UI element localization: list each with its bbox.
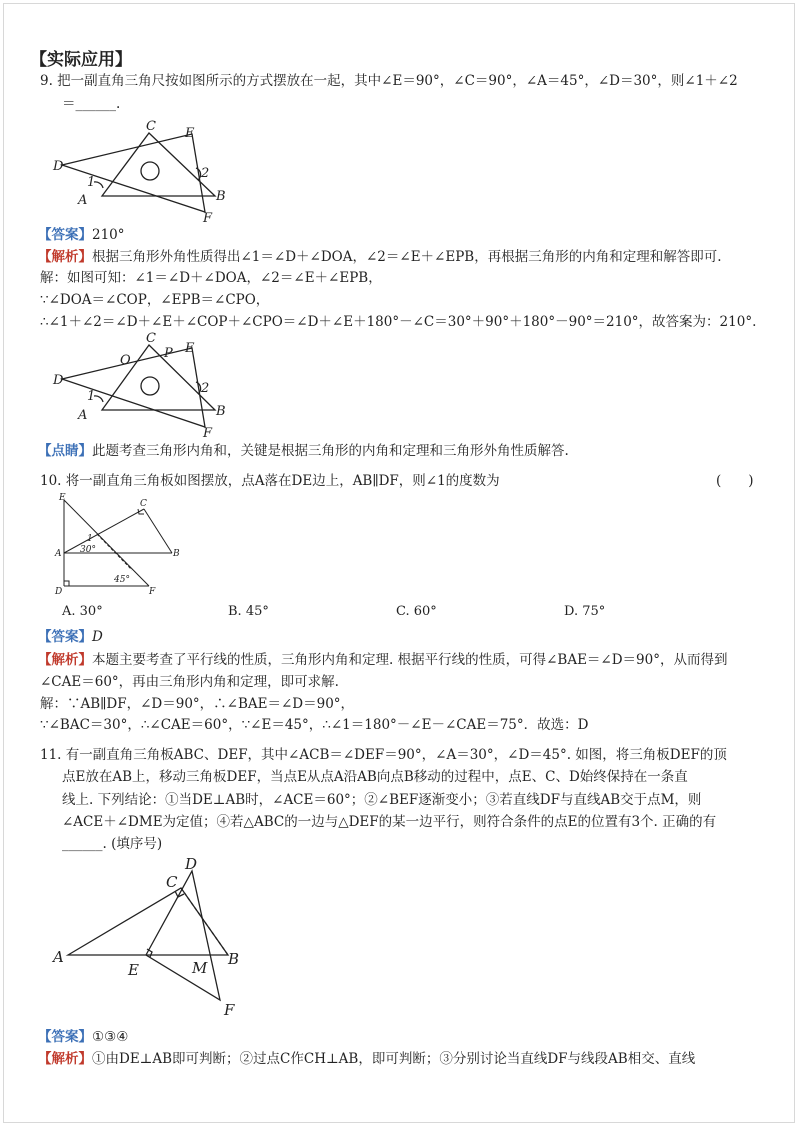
q10-solution-1: 解：∵AB∥DF，∠D＝90°，∴∠BAE＝∠D＝90°，	[40, 696, 355, 712]
q9-comment-tag: 【点睛】	[38, 443, 92, 459]
q11-label-M: M	[192, 959, 208, 977]
q11-analysis-tag: 【解析】	[38, 1051, 92, 1067]
label2-2: 2	[201, 381, 210, 396]
q11-label-D: D	[185, 855, 198, 873]
angle1-arc	[94, 182, 103, 188]
label-A: A	[78, 193, 88, 208]
option-c[interactable]: C. 60°	[396, 604, 437, 619]
q11-label-B: B	[228, 950, 240, 968]
q9-solution-3: ∴∠1＋∠2＝∠D＋∠E＋∠COP＋∠CPO＝∠D＋∠E＋180°－∠C＝30°＋90°＋180°－90°＝210°，故答案为：210°.	[40, 314, 757, 330]
right-angle-D	[64, 581, 69, 586]
q10-figure	[52, 492, 187, 598]
q11-label-F: F	[224, 1001, 235, 1019]
label2-F: F	[203, 426, 213, 441]
line-AC	[64, 509, 144, 553]
q10-label-A: A	[55, 549, 62, 559]
label-E: E	[185, 126, 195, 141]
q9-solution-1: 解：如图可知：∠1＝∠D＋∠DOA，∠2＝∠E＋∠EPB，	[40, 270, 382, 286]
label2-D: D	[53, 373, 64, 388]
label2-C: C	[146, 331, 156, 346]
option-b[interactable]: B. 45°	[228, 604, 269, 619]
q9-solution-2: ∵∠DOA＝∠COP，∠EPB＝∠CPO，	[40, 292, 270, 308]
label-F: F	[203, 211, 213, 226]
label2-P: P	[164, 346, 173, 361]
q9-comment: 此题考查三角形内角和，关键是根据三角形的内角和定理和三角形外角性质解答.	[92, 443, 569, 459]
q10-stem: 10. 将一副直角三角板如图摆放，点A落在DE边上，AB∥DF，则∠1的度数为	[40, 473, 500, 489]
q11-answer: ①③④	[92, 1029, 129, 1045]
q11-label-E: E	[128, 961, 139, 979]
q11-stem-line5: ______. (填序号)	[62, 836, 163, 852]
q11-analysis-line	[38, 1049, 766, 1070]
q9-answer-tag: 【答案】	[38, 227, 92, 243]
q9-answer-line	[38, 225, 766, 246]
q9-figure-2	[50, 330, 240, 442]
q11-analysis: ①由DE⊥AB即可判断；②过点C作CH⊥AB，即可判断；③分别讨论当直线DF与线段AB相交、直线	[92, 1051, 696, 1067]
q10-analysis-line1	[38, 650, 766, 671]
q11-label-A: A	[53, 948, 64, 966]
label2-B: B	[216, 404, 226, 419]
q11-stem-line3: 线上. 下列结论：①当DE⊥AB时，∠ACE＝60°；②∠BEF逐渐变小；③若直线DF与直线AB交于点M，则	[62, 792, 702, 808]
q10-label-B: B	[173, 549, 180, 559]
q10-analysis-tag: 【解析】	[38, 652, 92, 668]
label-B: B	[216, 189, 226, 204]
q9-comment-line	[38, 441, 766, 462]
q10-label-1: 1	[87, 534, 93, 544]
q10-label-F: F	[149, 587, 156, 597]
q10-answer-paren: ( )	[716, 473, 754, 489]
q10-answer: D	[92, 629, 103, 645]
q11-answer-line	[38, 1027, 766, 1048]
q10-answer-line	[38, 627, 766, 648]
label-D: D	[53, 159, 64, 174]
circle-hole	[141, 162, 159, 180]
angle1-arc-2	[94, 396, 103, 402]
label2-E: E	[185, 341, 195, 356]
section-title: 【实际应用】	[30, 50, 132, 70]
q9-answer: 210°	[92, 227, 125, 243]
q9-figure	[50, 118, 240, 228]
label2-O: O	[120, 353, 131, 368]
q10-label-30: 30°	[80, 545, 96, 555]
q10-label-D: D	[55, 587, 63, 597]
option-d[interactable]: D. 75°	[564, 604, 606, 619]
line-CB	[144, 509, 172, 553]
dashed-line	[97, 534, 132, 570]
circle-hole-2	[141, 377, 159, 395]
q11-figure	[50, 852, 250, 1022]
triangle-ACB-2	[102, 345, 215, 410]
q10-label-E: E	[59, 493, 66, 503]
q10-analysis-line2: ∠CAE＝60°，再由三角形内角和定理，即可求解.	[40, 674, 339, 690]
triangle-ABC	[68, 888, 228, 955]
q10-label-45: 45°	[114, 575, 130, 585]
label2-A: A	[78, 408, 88, 423]
q9-stem-line2: ＝______.	[62, 96, 121, 112]
label2-1: 1	[87, 389, 96, 404]
q11-stem-line4: ∠ACE＋∠DME为定值；④若△ABC的一边与△DEF的某一边平行，则符合条件的点E的位置有3个. 正确的有	[62, 814, 717, 830]
option-a[interactable]: A. 30°	[62, 604, 103, 619]
q9-analysis-tag: 【解析】	[38, 249, 92, 265]
q10-answer-tag: 【答案】	[38, 629, 92, 645]
q10-solution-2: ∵∠BAC＝30°，∴∠CAE＝60°，∵∠E＝45°，∴∠1＝180°－∠E－∠CAE＝75°．故选：D	[40, 717, 589, 733]
q11-answer-tag: 【答案】	[38, 1029, 92, 1045]
label-C: C	[146, 119, 156, 134]
q9-stem-line1: 9. 把一副直角三角尺按如图所示的方式摆放在一起，其中∠E＝90°，∠C＝90°，∠A＝45°，∠D＝30°，则∠1＋∠2	[40, 73, 738, 89]
q9-analysis-line	[38, 247, 766, 268]
q11-label-C: C	[166, 873, 178, 891]
q11-stem-line2: 点E放在AB上，移动三角板DEF，当点E从点A沿AB向点B移动的过程中，点E、C、D始终保持在一条直	[62, 769, 688, 785]
q10-analysis-1: 本题主要考查了平行线的性质，三角形内角和定理. 根据平行线的性质，可得∠BAE＝∠D＝90°，从而得到	[92, 652, 728, 668]
label-1: 1	[87, 175, 96, 190]
q11-stem-line1: 11. 有一副直角三角板ABC、DEF，其中∠ACB＝∠DEF＝90°，∠A＝30°，∠D＝45°. 如图，将三角板DEF的顶	[40, 747, 727, 763]
q9-analysis: 根据三角形外角性质得出∠1＝∠D＋∠DOA，∠2＝∠E＋∠EPB，再根据三角形的内角和定理和解答即可.	[92, 249, 722, 265]
q10-label-C: C	[140, 499, 147, 509]
label-2: 2	[201, 166, 210, 181]
